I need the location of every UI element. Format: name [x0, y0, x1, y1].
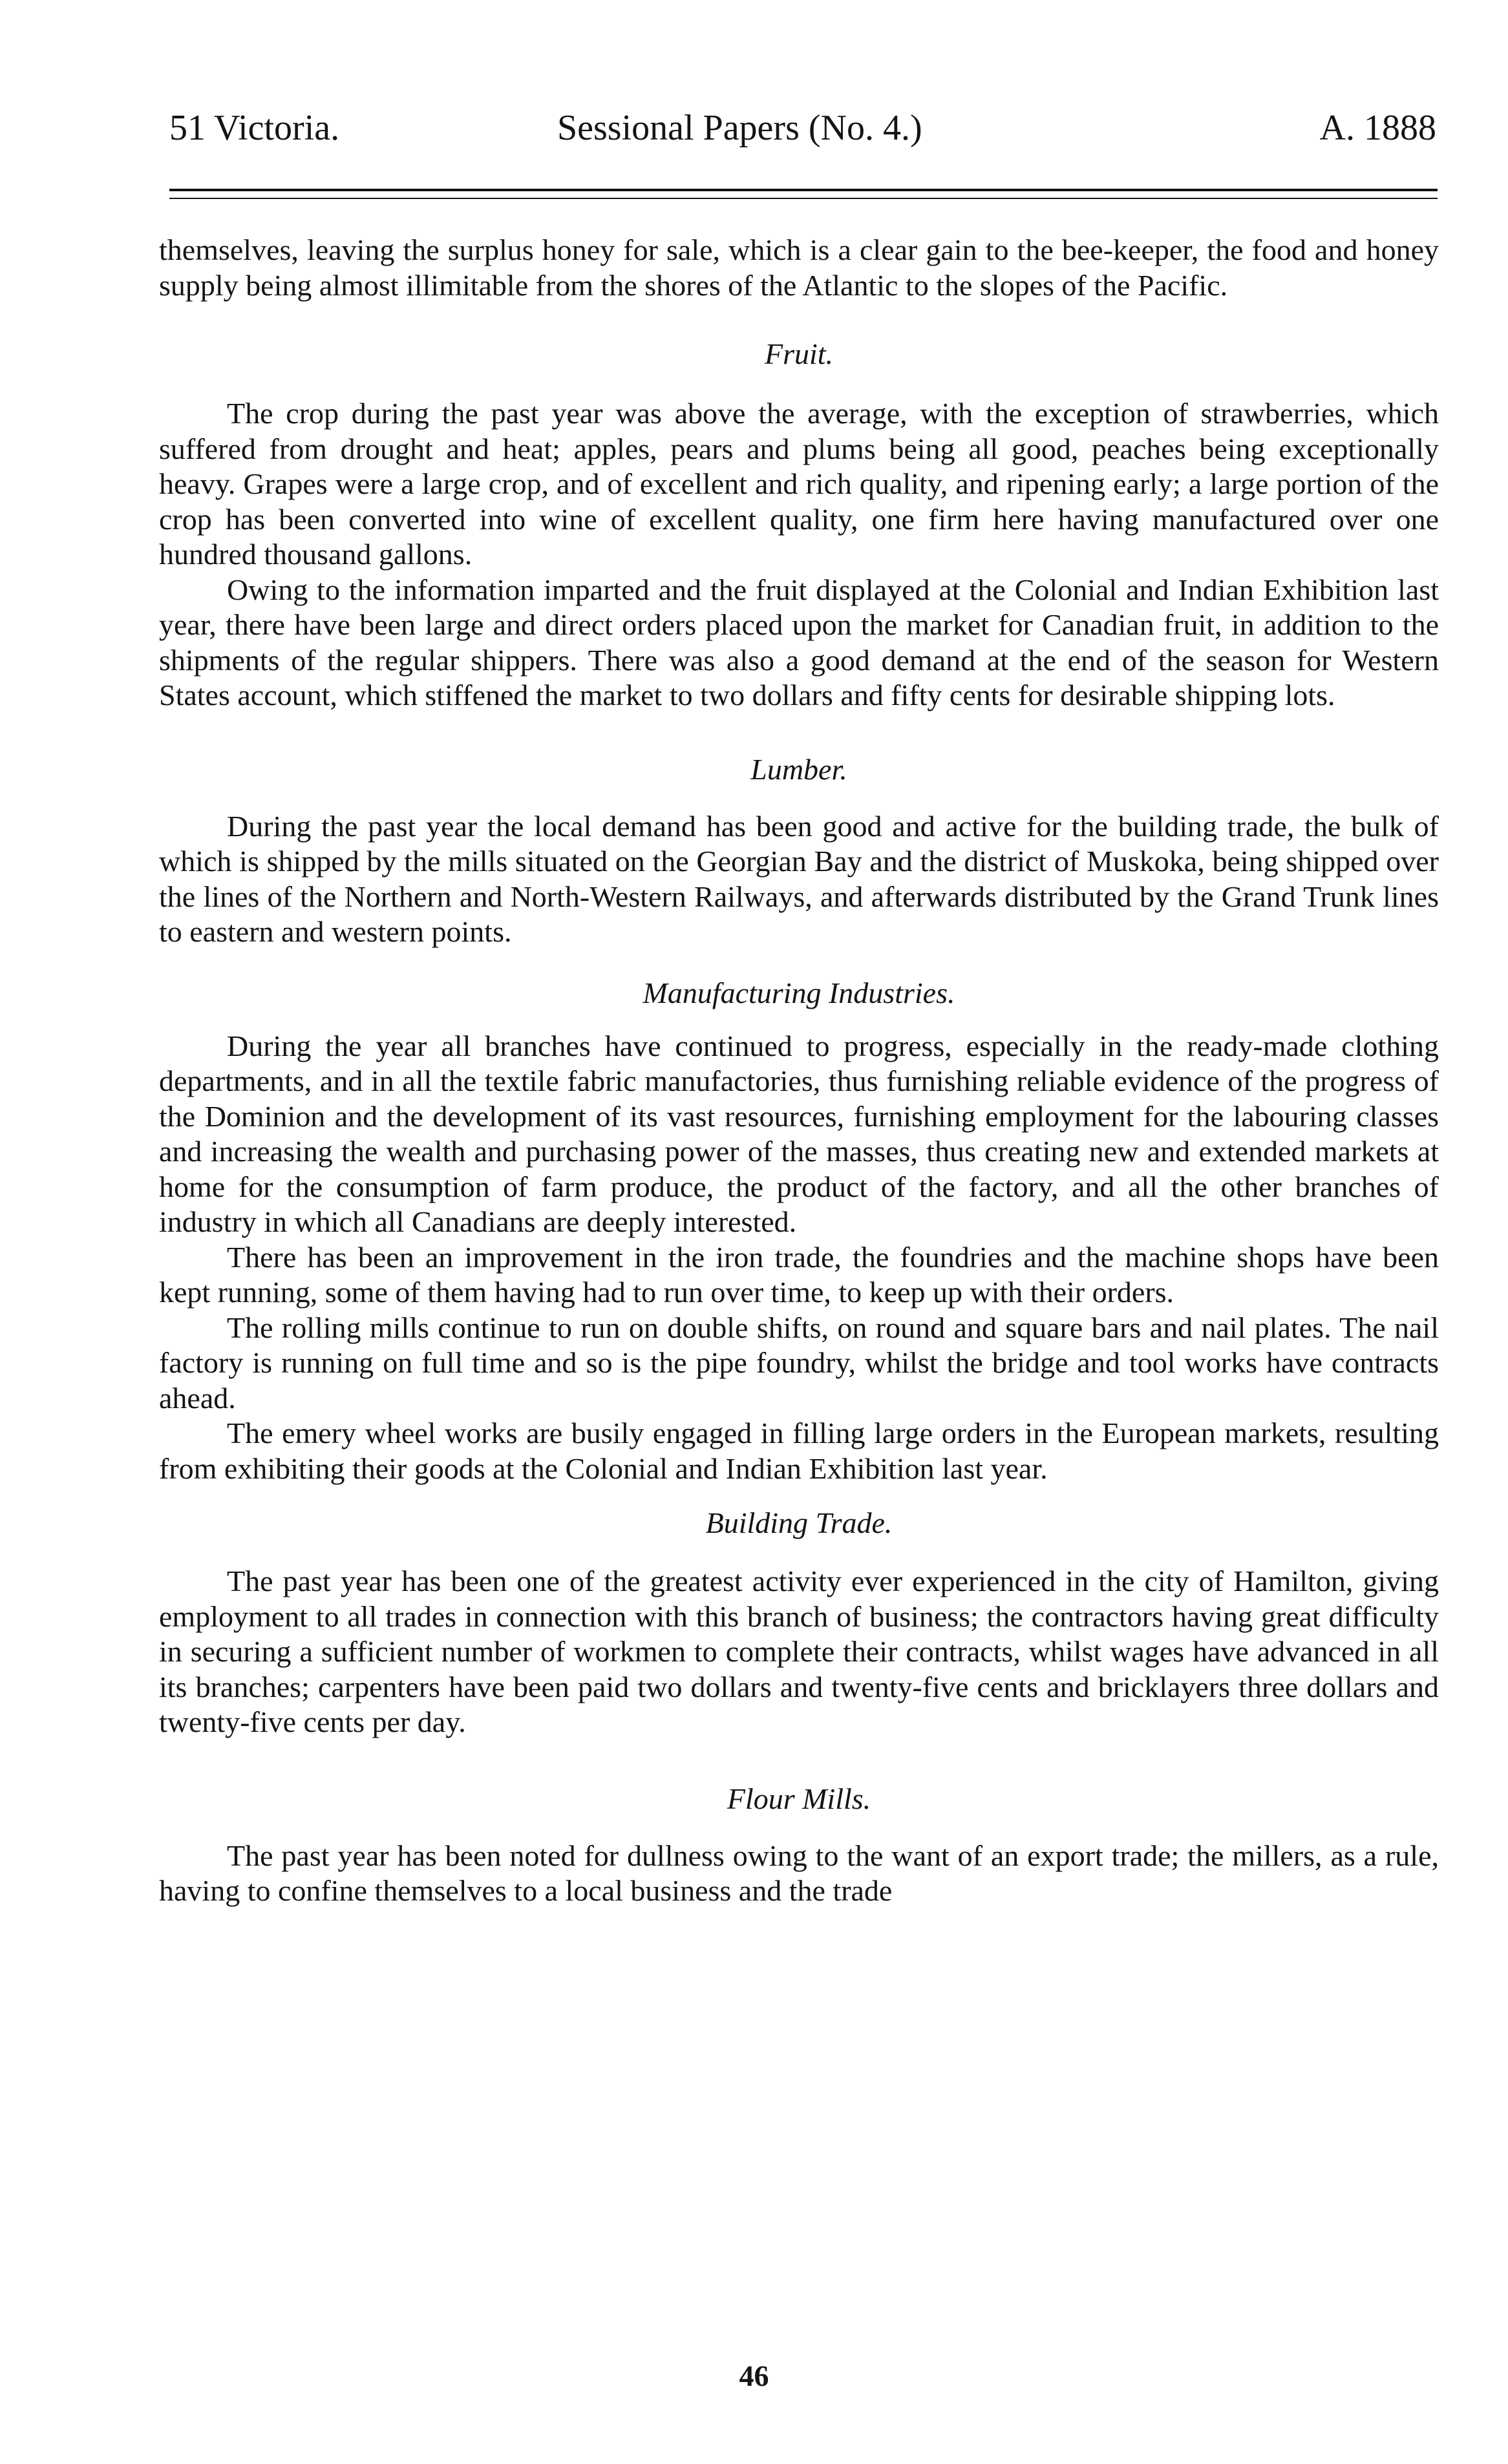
- lumber-paragraph-1: During the past year the local demand has been good and active for the building trade, the bulk of which is shipped by the mills situated on the Georgian Bay and the district of Muskoka, being shipped over the lines of the Northern and North-Western Railways, and afterwards distributed by the Grand Trunk lines to eastern and western points.: [159, 809, 1439, 948]
- body-text: [159, 233, 1439, 1909]
- header-rule: [169, 189, 1438, 191]
- fruit-paragraph-2: Owing to the information imparted and the fruit displayed at the Colonial and Indian Exhibition last year, there have been large and direct orders placed upon the market for Canadian fruit, in addition to the shipments of the regular shippers. There was also a good demand at the end of the season for Western States account, which stiffened the market to two dollars and fifty cents for desirable shipping lots.: [159, 573, 1439, 711]
- heading-building-trade: Building Trade.: [705, 1506, 893, 1539]
- header-rule-thin: [169, 198, 1438, 199]
- building-paragraph-1: The past year has been one of the greatest activity ever experienced in the city of Hamilton, giving employment to all trades in connection with this branch of business; the contractors having great difficulty in securing a sufficient number of workmen to complete their contracts, whilst wages have advanced in all its branches; carpenters have been paid two dollars and twenty-five cents and bricklayers three dollars and twenty-five cents per day.: [159, 1564, 1439, 1738]
- manufacturing-paragraph-4: The emery wheel works are busily engaged in filling large orders in the European markets, resulting from exhibiting their goods at the Colonial and Indian Exhibition last year.: [159, 1416, 1439, 1485]
- intro-paragraph: themselves, leaving the surplus honey for sale, which is a clear gain to the bee-keeper, the food and honey supply being almost illimitable from the shores of the Atlantic to the slopes of the Pacific.: [159, 233, 1439, 302]
- header-title: Sessional Papers (No. 4.): [557, 108, 922, 148]
- manufacturing-paragraph-3: The rolling mills continue to run on double shifts, on round and square bars and nail plates. The nail factory is running on full time and so is the pipe foundry, whilst the bridge and tool works have contracts ahead.: [159, 1311, 1439, 1415]
- heading-lumber: Lumber.: [750, 752, 847, 786]
- heading-manufacturing: Manufacturing Industries.: [642, 976, 955, 1009]
- manufacturing-paragraph-1: During the year all branches have continued to progress, especially in the ready-made clothing departments, and in all the textile fabric manufactories, thus furnishing reliable evidence of the progress of the Dominion and the development of its vast resources, furnishing employment for the labouring classes and increasing the wealth and purchasing power of the masses, thus creating new and extended markets at home for the consumption of farm produce, the product of the factory, and all the other branches of industry in which all Canadians are deeply interested.: [159, 1029, 1439, 1238]
- fruit-paragraph-1: The crop during the past year was above the average, with the exception of strawberries, which suffered from drought and heat; apples, pears and plums being all good, peaches being exceptionally heavy. Grapes were a large crop, and of excellent and rich quality, and ripening early; a large portion of the crop has been converted into wine of excellent quality, one firm here having manufactured over one hundred thousand gallons.: [159, 397, 1439, 571]
- header-year: A. 1888: [1319, 108, 1436, 148]
- header-volume: 51 Victoria.: [169, 108, 340, 148]
- manufacturing-paragraph-2: There has been an improvement in the iron trade, the foundries and the machine shops have been kept running, some of them having had to run over time, to keep up with their orders.: [159, 1240, 1439, 1309]
- heading-fruit: Fruit.: [764, 337, 834, 370]
- heading-flour-mills: Flour Mills.: [727, 1782, 871, 1815]
- page-number: 46: [739, 2359, 769, 2392]
- running-header: [169, 102, 1436, 154]
- flour-paragraph-1: The past year has been noted for dullness owing to the want of an export trade; the millers, as a rule, having to confine themselves to a local business and the trade: [159, 1838, 1439, 1907]
